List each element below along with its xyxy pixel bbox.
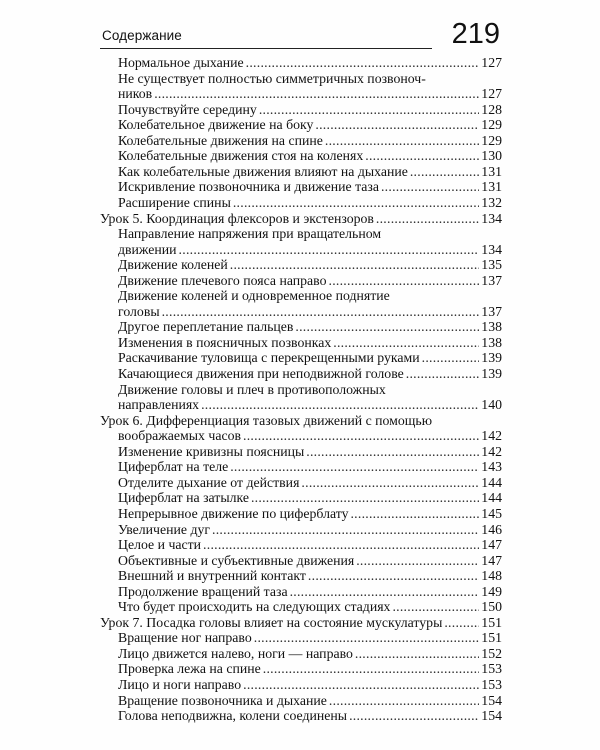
- toc-page-number: 139: [481, 366, 502, 381]
- dot-leader: [201, 398, 479, 412]
- toc-entry-title: Другое переплетание пальцев: [118, 319, 294, 335]
- toc-entry-line: [100, 460, 502, 474]
- dot-leader: [406, 367, 480, 381]
- toc-page-number: 144: [481, 490, 502, 506]
- toc-entry-line: [100, 554, 502, 568]
- toc-entry-title-continuation: направлениях: [118, 397, 200, 413]
- toc-entry-line: [100, 72, 502, 86]
- dot-leader: [356, 554, 479, 568]
- dot-leader: [349, 709, 479, 723]
- toc-page-number: 134: [481, 241, 502, 257]
- toc-entry-line: [100, 56, 502, 70]
- toc-entry-title: Продолжение вращений таза: [118, 583, 288, 599]
- dot-leader: [333, 336, 479, 350]
- dot-leader: [325, 134, 479, 148]
- toc-entry-line: [100, 212, 502, 226]
- toc-entry-line: [100, 243, 502, 257]
- dot-leader: [295, 320, 479, 334]
- dot-leader: [212, 523, 479, 537]
- toc-entry-title: Как колебательные движения влияют на дыхание: [118, 163, 408, 179]
- dot-leader: [230, 258, 480, 272]
- toc-entry-line: [100, 662, 502, 676]
- toc-entry-line: [100, 351, 502, 365]
- toc-entry-line: [100, 491, 502, 505]
- toc-entry-title: Урок 6. Дифференциация тазовых движений с помощью: [100, 412, 433, 428]
- toc-entry-title: Непрерывное движение по циферблату: [118, 505, 349, 521]
- toc-entry-line: [100, 631, 502, 645]
- toc-page-number: 127: [481, 55, 502, 70]
- toc-entry-title: Расширение спины: [118, 194, 231, 210]
- dot-leader: [392, 600, 479, 614]
- toc-entry-line: [100, 507, 502, 521]
- toc-entry-title-continuation: головы: [118, 303, 160, 319]
- toc-page-number: 149: [481, 583, 502, 599]
- toc-page-number: 147: [481, 537, 502, 553]
- toc-entry-title: Отделите дыхание от действия: [118, 474, 300, 490]
- toc-entry-title: Направление напряжения при вращательном: [118, 226, 382, 242]
- toc-entry-line: [100, 538, 502, 552]
- toc-entry-title: Вращение ног направо: [118, 630, 252, 646]
- dot-leader: [329, 274, 480, 288]
- page-number: 219: [451, 18, 500, 50]
- toc-page-number: 152: [481, 645, 502, 661]
- toc-entry-line: [100, 180, 502, 194]
- toc-entry-line: [100, 445, 502, 459]
- toc-entry-line: [100, 196, 502, 210]
- toc-entry-title: Искривление позвоночника и движение таза: [118, 179, 379, 195]
- toc-entry-line: [100, 336, 502, 350]
- toc-entry-title: Вращение позвоночника и дыхание: [118, 692, 327, 708]
- dot-leader: [290, 585, 480, 599]
- dot-leader: [154, 87, 479, 101]
- toc-entry-title: Движение головы и плеч в противоположных: [118, 381, 386, 397]
- dot-leader: [233, 196, 479, 210]
- toc-entry-line: [100, 429, 502, 443]
- toc-entry-title: Проверка лежа на спине: [118, 661, 261, 677]
- toc-page-number: 150: [481, 599, 502, 615]
- toc-page-number: 147: [481, 552, 502, 568]
- toc-entry-line: [100, 367, 502, 381]
- toc-entry-line: [100, 585, 502, 599]
- dot-leader: [230, 460, 479, 474]
- dot-leader: [251, 491, 479, 505]
- toc-entry-title: Изменение кривизны поясницы: [118, 443, 305, 459]
- toc-entry-title: Лицо и ноги направо: [118, 677, 242, 692]
- toc-page-number: 140: [481, 397, 502, 413]
- toc-page-number: 137: [481, 303, 502, 319]
- toc-entry-title: Движение плечевого пояса направо: [118, 272, 327, 288]
- toc-page-number: 135: [481, 257, 502, 273]
- toc-entry-title: Движение коленей: [118, 257, 228, 273]
- toc-page-number: 138: [481, 319, 502, 335]
- toc-entry-line: [100, 616, 502, 630]
- toc-entry-title: Колебательное движение на боку: [118, 117, 314, 133]
- dot-leader: [306, 445, 479, 459]
- toc-entry-line: [100, 289, 502, 303]
- dot-leader: [410, 165, 479, 179]
- dot-leader: [243, 429, 479, 443]
- toc-entry-title: Объективные и субъективные движения: [118, 552, 355, 568]
- toc-entry-title: Циферблат на затылке: [118, 490, 249, 506]
- toc-entry-line: [100, 118, 502, 132]
- dot-leader: [355, 647, 479, 661]
- dot-leader: [162, 305, 480, 319]
- dot-leader: [179, 243, 480, 257]
- toc-page-number: 127: [481, 86, 502, 102]
- dot-leader: [308, 569, 479, 583]
- toc-entry-line: [100, 274, 502, 288]
- toc-entry-line: [100, 227, 502, 241]
- dot-leader: [246, 56, 480, 70]
- toc-page-number: 129: [481, 117, 502, 133]
- toc-page-number: 128: [481, 101, 502, 117]
- toc-page-number: 154: [481, 708, 502, 724]
- toc-entry-title-continuation: ников: [118, 86, 153, 102]
- dot-leader: [365, 149, 479, 163]
- toc-entry-title: Внешний и внутренний контакт: [118, 568, 306, 584]
- toc-entry-line: [100, 320, 502, 334]
- running-head: [100, 18, 500, 52]
- toc-entry-line: [100, 600, 502, 614]
- toc-entry-title: Не существует полностью симметричных позвоноч-: [118, 70, 426, 86]
- toc-page-number: 132: [481, 194, 502, 210]
- table-of-contents: [100, 56, 502, 736]
- dot-leader: [376, 212, 479, 226]
- toc-entry-line: [100, 398, 502, 412]
- toc-entry-title: Голова неподвижна, колени соединены: [118, 708, 348, 724]
- toc-page-number: 131: [481, 179, 502, 195]
- dot-leader: [350, 507, 479, 521]
- dot-leader: [203, 538, 479, 552]
- dot-leader: [329, 694, 479, 708]
- dot-leader: [263, 662, 480, 676]
- toc-entry-title-continuation: движении: [118, 241, 177, 257]
- toc-page-number: 153: [481, 677, 502, 692]
- toc-entry-title: Качающиеся движения при неподвижной голове: [118, 366, 404, 381]
- header-rule: [100, 48, 432, 49]
- toc-page-number: 143: [481, 459, 502, 475]
- toc-entry-title: Целое и части: [118, 537, 202, 553]
- dot-leader: [243, 678, 479, 692]
- toc-page-number: 131: [481, 163, 502, 179]
- dot-leader: [259, 103, 479, 117]
- dot-leader: [315, 118, 479, 132]
- dot-leader: [254, 631, 480, 645]
- toc-entry-title-continuation: воображаемых часов: [118, 428, 241, 444]
- toc-entry-line: [100, 523, 502, 537]
- toc-entry-title: Почувствуйте середину: [118, 101, 257, 117]
- toc-entry-line: [100, 569, 502, 583]
- dot-leader: [381, 180, 479, 194]
- toc-page-number: 146: [481, 521, 502, 537]
- toc-entry-title: Урок 5. Координация флексоров и экстензоров: [100, 210, 374, 226]
- toc-entry-title: Циферблат на теле: [118, 459, 229, 475]
- toc-entry-line: [100, 165, 502, 179]
- toc-page-number: 138: [481, 334, 502, 350]
- toc-page-number: 130: [481, 148, 502, 164]
- toc-entry-line: [100, 476, 502, 490]
- toc-page-number: 129: [481, 132, 502, 148]
- toc-entry-line: [100, 414, 502, 428]
- toc-page-number: 151: [481, 614, 502, 630]
- toc-page-number: 144: [481, 474, 502, 490]
- toc-entry-line: [100, 647, 502, 661]
- toc-entry-line: [100, 694, 502, 708]
- toc-entry-title: Раскачивание туловища с перекрещенными руками: [118, 350, 420, 366]
- toc-page-number: 142: [481, 443, 502, 459]
- toc-page-number: 154: [481, 692, 502, 708]
- dot-leader: [422, 351, 480, 365]
- toc-entry-line: [100, 709, 502, 723]
- toc-page-number: 148: [481, 568, 502, 584]
- toc-entry-title: Движение коленей и одновременное поднятие: [118, 288, 390, 304]
- toc-entry-title: Колебательные движения на спине: [118, 132, 323, 148]
- toc-entry-title: Нормальное дыхание: [118, 55, 244, 70]
- toc-entry-line: [100, 383, 502, 397]
- toc-page-number: 134: [481, 210, 502, 226]
- toc-page-number: 145: [481, 505, 502, 521]
- toc-entry-line: [100, 258, 502, 272]
- dot-leader: [444, 616, 479, 630]
- toc-entry-title: Урок 7. Посадка головы влияет на состояние мускулатуры: [100, 614, 443, 630]
- toc-page-number: 137: [481, 272, 502, 288]
- toc-entry-line: [100, 305, 502, 319]
- toc-entry-title: Увеличение дуг: [118, 521, 211, 537]
- toc-page-number: 153: [481, 661, 502, 677]
- toc-entry-line: [100, 87, 502, 101]
- toc-entry-title: Колебательные движения стоя на коленях: [118, 148, 364, 164]
- section-title: Содержание: [102, 28, 182, 43]
- toc-entry-title: Что будет происходить на следующих стадиях: [118, 599, 391, 615]
- toc-page-number: 139: [481, 350, 502, 366]
- toc-entry-title: Изменения в поясничных позвонках: [118, 334, 332, 350]
- toc-page-number: 142: [481, 428, 502, 444]
- toc-page-number: 151: [481, 630, 502, 646]
- toc-entry-line: [100, 149, 502, 163]
- dot-leader: [301, 476, 479, 490]
- toc-entry-line: [100, 134, 502, 148]
- toc-entry-title: Лицо движется налево, ноги — направо: [118, 645, 353, 661]
- toc-entry-line: [100, 678, 502, 692]
- toc-entry-line: [100, 103, 502, 117]
